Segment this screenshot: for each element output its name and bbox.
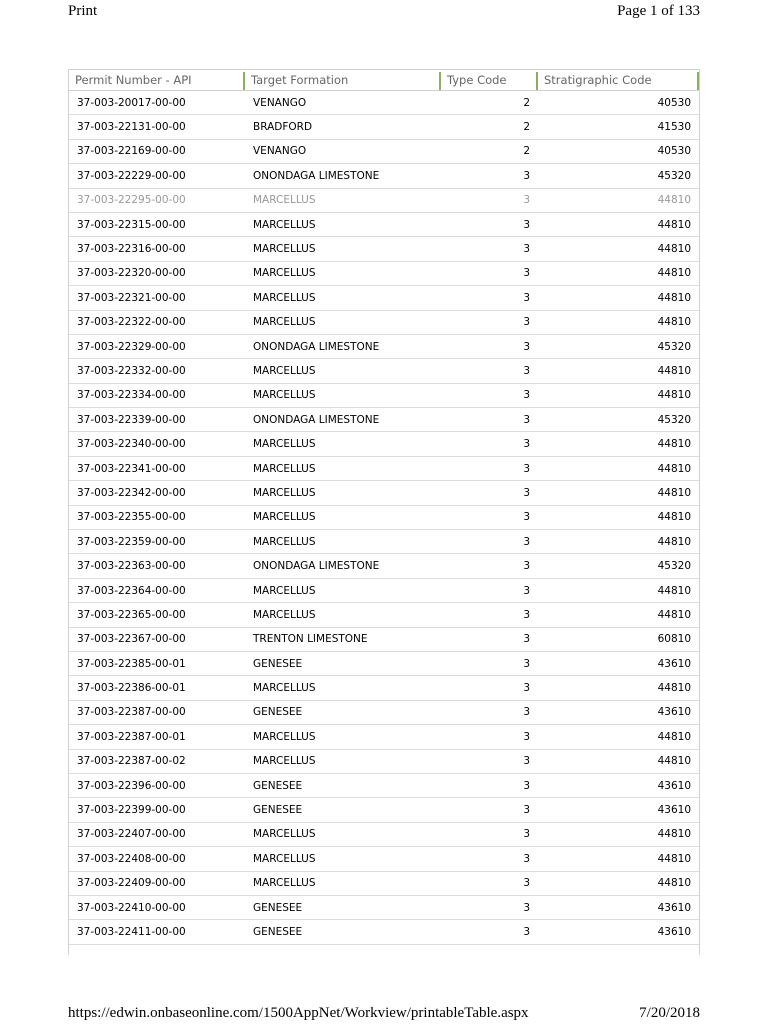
page-counter: Page 1 of 133 (617, 2, 700, 19)
target-formation-cell: MARCELLUS (245, 505, 441, 529)
strat-code-cell: 43610 (538, 651, 699, 675)
target-formation-cell: MARCELLUS (245, 261, 441, 285)
strat-code-cell: 44810 (538, 212, 699, 236)
permit-number-cell: 37-003-22387-00-01 (69, 725, 245, 749)
print-footer (68, 1002, 700, 1024)
target-formation-cell: GENESEE (245, 895, 441, 919)
permit-number-cell: 37-003-22131-00-00 (69, 115, 245, 139)
strat-code-cell: 43610 (538, 700, 699, 724)
target-formation-cell: MARCELLUS (245, 383, 441, 407)
table-row[interactable] (69, 115, 699, 139)
permit-number-cell: 37-003-22295-00-00 (69, 188, 245, 212)
permit-number-cell: 37-003-22387-00-00 (69, 700, 245, 724)
table-row[interactable] (69, 91, 699, 115)
permit-number-cell: 37-003-22342-00-00 (69, 481, 245, 505)
target-formation-cell: ONONDAGA LIMESTONE (245, 334, 441, 358)
table-row[interactable] (69, 798, 699, 822)
type-code-cell: 3 (441, 481, 538, 505)
permit-number-cell: 37-003-22329-00-00 (69, 334, 245, 358)
target-formation-cell: MARCELLUS (245, 578, 441, 602)
table-row[interactable] (69, 237, 699, 261)
target-formation-cell: MARCELLUS (245, 237, 441, 261)
target-formation-cell: MARCELLUS (245, 847, 441, 871)
strat-code-cell: 44810 (538, 481, 699, 505)
permit-number-cell: 37-003-22387-00-02 (69, 749, 245, 773)
type-code-cell: 3 (441, 627, 538, 651)
strat-code-cell: 60810 (538, 627, 699, 651)
type-code-cell: 3 (441, 212, 538, 236)
target-formation-cell: MARCELLUS (245, 725, 441, 749)
permit-number-cell: 37-003-22407-00-00 (69, 822, 245, 846)
strat-code-cell: 44810 (538, 432, 699, 456)
type-code-cell: 3 (441, 334, 538, 358)
table-row[interactable] (69, 895, 699, 919)
column-header-formation[interactable]: Target Formation (245, 70, 441, 91)
table-row[interactable] (69, 603, 699, 627)
strat-code-cell: 44810 (538, 456, 699, 480)
table-row[interactable] (69, 505, 699, 529)
strat-code-cell: 44810 (538, 383, 699, 407)
strat-code-cell: 44810 (538, 578, 699, 602)
permit-number-cell: 37-003-22408-00-00 (69, 847, 245, 871)
table-row[interactable] (69, 920, 699, 944)
type-code-cell: 3 (441, 578, 538, 602)
table-body (69, 91, 699, 945)
permit-number-cell: 37-003-22410-00-00 (69, 895, 245, 919)
strat-code-cell: 43610 (538, 920, 699, 944)
permit-number-cell: 37-003-22169-00-00 (69, 139, 245, 163)
target-formation-cell: MARCELLUS (245, 286, 441, 310)
target-formation-cell: MARCELLUS (245, 188, 441, 212)
target-formation-cell: MARCELLUS (245, 603, 441, 627)
permit-number-cell: 37-003-22229-00-00 (69, 164, 245, 188)
type-code-cell: 3 (441, 456, 538, 480)
type-code-cell: 2 (441, 139, 538, 163)
type-code-cell: 3 (441, 530, 538, 554)
type-code-cell: 3 (441, 554, 538, 578)
target-formation-cell: MARCELLUS (245, 359, 441, 383)
table-row[interactable] (69, 700, 699, 724)
permit-number-cell: 37-003-22363-00-00 (69, 554, 245, 578)
permit-table (69, 70, 699, 945)
table-header-row (69, 70, 699, 91)
type-code-cell: 3 (441, 237, 538, 261)
permit-number-cell: 37-003-20017-00-00 (69, 91, 245, 115)
permit-number-cell: 37-003-22340-00-00 (69, 432, 245, 456)
target-formation-cell: ONONDAGA LIMESTONE (245, 164, 441, 188)
permit-number-cell: 37-003-22365-00-00 (69, 603, 245, 627)
permit-number-cell: 37-003-22332-00-00 (69, 359, 245, 383)
type-code-cell: 3 (441, 188, 538, 212)
type-code-cell: 3 (441, 359, 538, 383)
type-code-cell: 3 (441, 261, 538, 285)
table-row[interactable] (69, 456, 699, 480)
target-formation-cell: MARCELLUS (245, 456, 441, 480)
strat-code-cell: 44810 (538, 847, 699, 871)
target-formation-cell: GENESEE (245, 773, 441, 797)
type-code-cell: 3 (441, 871, 538, 895)
strat-code-cell: 44810 (538, 261, 699, 285)
table-row[interactable] (69, 164, 699, 188)
strat-code-cell: 43610 (538, 895, 699, 919)
permit-number-cell: 37-003-22399-00-00 (69, 798, 245, 822)
target-formation-cell: MARCELLUS (245, 749, 441, 773)
strat-code-cell: 45320 (538, 334, 699, 358)
print-date: 7/20/2018 (639, 1004, 700, 1021)
strat-code-cell: 44810 (538, 676, 699, 700)
column-separator[interactable] (697, 72, 699, 90)
table-row[interactable] (69, 822, 699, 846)
table-row[interactable] (69, 286, 699, 310)
type-code-cell: 3 (441, 286, 538, 310)
column-header-type-code[interactable]: Type Code (441, 70, 538, 91)
target-formation-cell: ONONDAGA LIMESTONE (245, 408, 441, 432)
type-code-cell: 3 (441, 773, 538, 797)
target-formation-cell: GENESEE (245, 920, 441, 944)
strat-code-cell: 44810 (538, 237, 699, 261)
permit-number-cell: 37-003-22396-00-00 (69, 773, 245, 797)
strat-code-cell: 44810 (538, 359, 699, 383)
strat-code-cell: 44810 (538, 725, 699, 749)
table-row[interactable] (69, 139, 699, 163)
strat-code-cell: 40530 (538, 91, 699, 115)
type-code-cell: 3 (441, 676, 538, 700)
table-row[interactable] (69, 871, 699, 895)
target-formation-cell: MARCELLUS (245, 310, 441, 334)
table-row[interactable] (69, 212, 699, 236)
target-formation-cell: MARCELLUS (245, 530, 441, 554)
table-row[interactable] (69, 847, 699, 871)
target-formation-cell: MARCELLUS (245, 481, 441, 505)
column-header-strat-code[interactable]: Stratigraphic Code (538, 70, 699, 91)
strat-code-cell: 45320 (538, 554, 699, 578)
strat-code-cell: 44810 (538, 505, 699, 529)
permit-number-cell: 37-003-22316-00-00 (69, 237, 245, 261)
permit-number-cell: 37-003-22364-00-00 (69, 578, 245, 602)
strat-code-cell: 45320 (538, 408, 699, 432)
table-row[interactable] (69, 310, 699, 334)
type-code-cell: 3 (441, 383, 538, 407)
type-code-cell: 3 (441, 505, 538, 529)
target-formation-cell: TRENTON LIMESTONE (245, 627, 441, 651)
column-header-permit[interactable]: Permit Number - API (69, 70, 245, 91)
strat-code-cell: 44810 (538, 286, 699, 310)
target-formation-cell: MARCELLUS (245, 822, 441, 846)
table-row[interactable] (69, 627, 699, 651)
permit-number-cell: 37-003-22367-00-00 (69, 627, 245, 651)
strat-code-cell: 44810 (538, 822, 699, 846)
target-formation-cell: GENESEE (245, 700, 441, 724)
target-formation-cell: VENANGO (245, 91, 441, 115)
permit-number-cell: 37-003-22355-00-00 (69, 505, 245, 529)
table-row[interactable] (69, 554, 699, 578)
target-formation-cell: GENESEE (245, 651, 441, 675)
type-code-cell: 3 (441, 408, 538, 432)
permit-number-cell: 37-003-22411-00-00 (69, 920, 245, 944)
strat-code-cell: 44810 (538, 603, 699, 627)
type-code-cell: 2 (441, 115, 538, 139)
table-row[interactable] (69, 188, 699, 212)
strat-code-cell: 44810 (538, 188, 699, 212)
table-row[interactable] (69, 383, 699, 407)
table-row[interactable] (69, 676, 699, 700)
strat-code-cell: 44810 (538, 530, 699, 554)
type-code-cell: 3 (441, 432, 538, 456)
target-formation-cell: VENANGO (245, 139, 441, 163)
permit-number-cell: 37-003-22339-00-00 (69, 408, 245, 432)
page-url: https://edwin.onbaseonline.com/1500AppNet/Workview/printableTable.aspx (68, 1004, 529, 1021)
permit-number-cell: 37-003-22320-00-00 (69, 261, 245, 285)
table-row[interactable] (69, 261, 699, 285)
table-row[interactable] (69, 432, 699, 456)
strat-code-cell: 44810 (538, 749, 699, 773)
table-row[interactable] (69, 481, 699, 505)
type-code-cell: 3 (441, 847, 538, 871)
type-code-cell: 3 (441, 603, 538, 627)
print-title: Print (68, 2, 98, 19)
type-code-cell: 3 (441, 920, 538, 944)
permit-number-cell: 37-003-22322-00-00 (69, 310, 245, 334)
table-row[interactable] (69, 578, 699, 602)
type-code-cell: 2 (441, 91, 538, 115)
permit-number-cell: 37-003-22385-00-01 (69, 651, 245, 675)
table-row[interactable] (69, 408, 699, 432)
permit-number-cell: 37-003-22321-00-00 (69, 286, 245, 310)
type-code-cell: 3 (441, 822, 538, 846)
permit-number-cell: 37-003-22341-00-00 (69, 456, 245, 480)
type-code-cell: 3 (441, 164, 538, 188)
table-row[interactable] (69, 334, 699, 358)
permit-number-cell: 37-003-22315-00-00 (69, 212, 245, 236)
table-row[interactable] (69, 749, 699, 773)
target-formation-cell: MARCELLUS (245, 212, 441, 236)
table-row[interactable] (69, 651, 699, 675)
table-row[interactable] (69, 359, 699, 383)
permit-number-cell: 37-003-22409-00-00 (69, 871, 245, 895)
type-code-cell: 3 (441, 895, 538, 919)
table-row[interactable] (69, 773, 699, 797)
strat-code-cell: 43610 (538, 773, 699, 797)
type-code-cell: 3 (441, 798, 538, 822)
target-formation-cell: MARCELLUS (245, 871, 441, 895)
strat-code-cell: 41530 (538, 115, 699, 139)
strat-code-cell: 44810 (538, 310, 699, 334)
strat-code-cell: 43610 (538, 798, 699, 822)
type-code-cell: 3 (441, 725, 538, 749)
permit-number-cell: 37-003-22359-00-00 (69, 530, 245, 554)
table-row[interactable] (69, 530, 699, 554)
type-code-cell: 3 (441, 700, 538, 724)
target-formation-cell: GENESEE (245, 798, 441, 822)
table-frame (68, 69, 700, 955)
target-formation-cell: BRADFORD (245, 115, 441, 139)
strat-code-cell: 40530 (538, 139, 699, 163)
type-code-cell: 3 (441, 651, 538, 675)
type-code-cell: 3 (441, 749, 538, 773)
target-formation-cell: MARCELLUS (245, 432, 441, 456)
target-formation-cell: MARCELLUS (245, 676, 441, 700)
permit-number-cell: 37-003-22334-00-00 (69, 383, 245, 407)
permit-number-cell: 37-003-22386-00-01 (69, 676, 245, 700)
table-row[interactable] (69, 725, 699, 749)
type-code-cell: 3 (441, 310, 538, 334)
strat-code-cell: 45320 (538, 164, 699, 188)
target-formation-cell: ONONDAGA LIMESTONE (245, 554, 441, 578)
strat-code-cell: 44810 (538, 871, 699, 895)
print-header (68, 0, 700, 22)
